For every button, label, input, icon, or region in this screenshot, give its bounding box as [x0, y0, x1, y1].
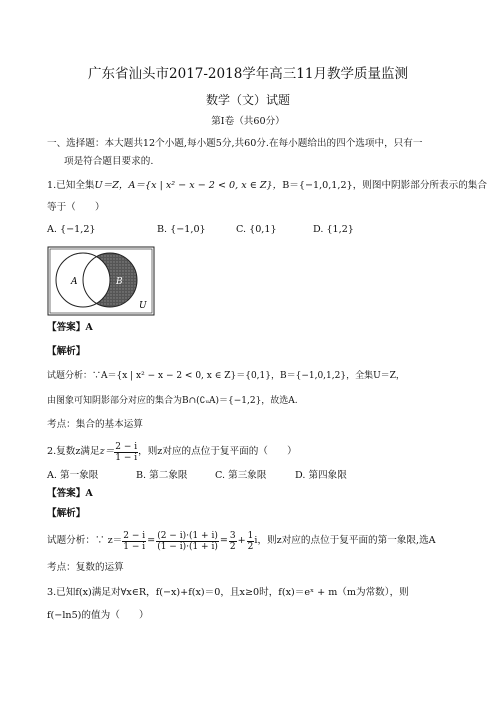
q2-answer: 【答案】A: [47, 488, 93, 499]
section-heading-cont: 项是符合题目要求的.: [64, 156, 154, 167]
frac3-num: 3: [229, 530, 236, 541]
label-u: U: [139, 301, 147, 311]
q1-stem-b: ，则图中阴影部分所表示的集合: [352, 180, 487, 191]
q2-stem-b: ，则z对应的点位于复平面的（ ）: [138, 446, 297, 457]
q2-analysis-frac3: [229, 531, 237, 552]
q2-option-b: B. 第二象限: [136, 470, 188, 481]
q3-stem-cont: f(−ln5)的值为（ ）: [47, 610, 149, 621]
q2-option-a: A. 第一象限: [47, 470, 99, 481]
q2-fraction: [114, 442, 138, 463]
q1-option-a: A. {−1,2}: [47, 224, 96, 235]
frac1-den: 1 − i: [123, 541, 146, 552]
q2-analysis-b: i，则z对应的点位于复平面的第一象限,选A: [254, 535, 436, 546]
q2-analysis-a: 试题分析：∵ z＝: [47, 535, 123, 546]
document-title: 广东省汕头市2017-2018学年高三11月教学质量监测: [88, 66, 408, 82]
q1-analysis-line2: 由图象可知阴影部分对应的集合为B∩(∁ᵤA)＝{−1,2}，故选A.: [47, 396, 298, 406]
frac4-num: 1: [247, 530, 254, 541]
frac4-den: 2: [247, 541, 254, 552]
q2-analysis-frac4: [247, 531, 255, 552]
q2-frac-den: 1 − i: [115, 452, 138, 463]
q1-option-c: C. {0,1}: [236, 224, 277, 235]
q1-set-b: B＝{−1,0,1,2}: [282, 180, 353, 191]
q1-stem-cont: 等于（ ）: [47, 202, 105, 213]
q1-point: 考点：集合的基本运算: [47, 419, 143, 430]
q2-analysis-frac1: [122, 531, 146, 552]
venn-diagram: [47, 246, 155, 316]
section-heading: 一、选择题：本大题共12个小题,每小题5分,共60分.在每小题给出的四个选项中，只有一: [47, 138, 423, 149]
q1-set-u: U＝Z，: [94, 180, 129, 191]
label-a: A: [71, 277, 78, 287]
frac3-den: 2: [229, 541, 236, 552]
q1-stem: [47, 180, 487, 192]
q1-analysis-line1: 试题分析：∵A＝{x | x² − x − 2 < 0, x ∈ Z}＝{0,1}，B＝{−1,0,1,2}，全集U＝Z，: [47, 371, 405, 381]
frac1-num: 2 − i: [123, 530, 146, 541]
q1-option-b: B. {−1,0}: [157, 224, 206, 235]
q2-analysis-frac2: [156, 531, 219, 552]
frac2-num: (2 − i)·(1 + i): [157, 530, 218, 541]
q1-answer: 【答案】A: [47, 322, 93, 333]
volume-heading: 第Ⅰ卷（共60分）: [211, 116, 285, 127]
q2-stem: [47, 438, 297, 466]
q2-stem-a: 2.复数z满足: [47, 446, 100, 457]
q2-analysis-label: 【解析】: [47, 508, 86, 519]
frac2-den: (1 − i)·(1 + i): [157, 541, 218, 552]
q3-stem: 3.已知f(x)满足对∀x∈R，f(−x)+f(x)＝0，且x≥0时，f(x)＝eˣ + m（m为常数），则: [47, 587, 409, 598]
q1-set-a: A＝{x | x² − x − 2 < 0, x ∈ Z}，: [128, 180, 283, 191]
q2-z-eq: z＝: [99, 446, 115, 457]
q1-analysis-label: 【解析】: [47, 346, 86, 357]
q2-point: 考点：复数的运算: [47, 562, 124, 573]
q1-option-d: D. {1,2}: [313, 224, 354, 235]
q2-analysis: 试题分析：∵ z＝ $\frac{2 - i}{1 - i}$ = $\frac{(2 - i)\cdot(1 + i)}{(1 - i)\cdot(1 + i)}$ = $\frac{3}{2}$ + $\frac{1}{2}$ i，则z对应的点位于复平面的第一象限,选A: [47, 530, 436, 552]
q2-frac-num: 2 − i: [115, 441, 138, 452]
q2-option-c: C. 第三象限: [215, 470, 267, 481]
q1-stem-a: 1.已知全集: [47, 180, 95, 191]
document-subtitle: 数学（文）试题: [205, 93, 290, 107]
q2-option-d: D. 第四象限: [295, 470, 347, 481]
label-b: B: [116, 277, 123, 287]
